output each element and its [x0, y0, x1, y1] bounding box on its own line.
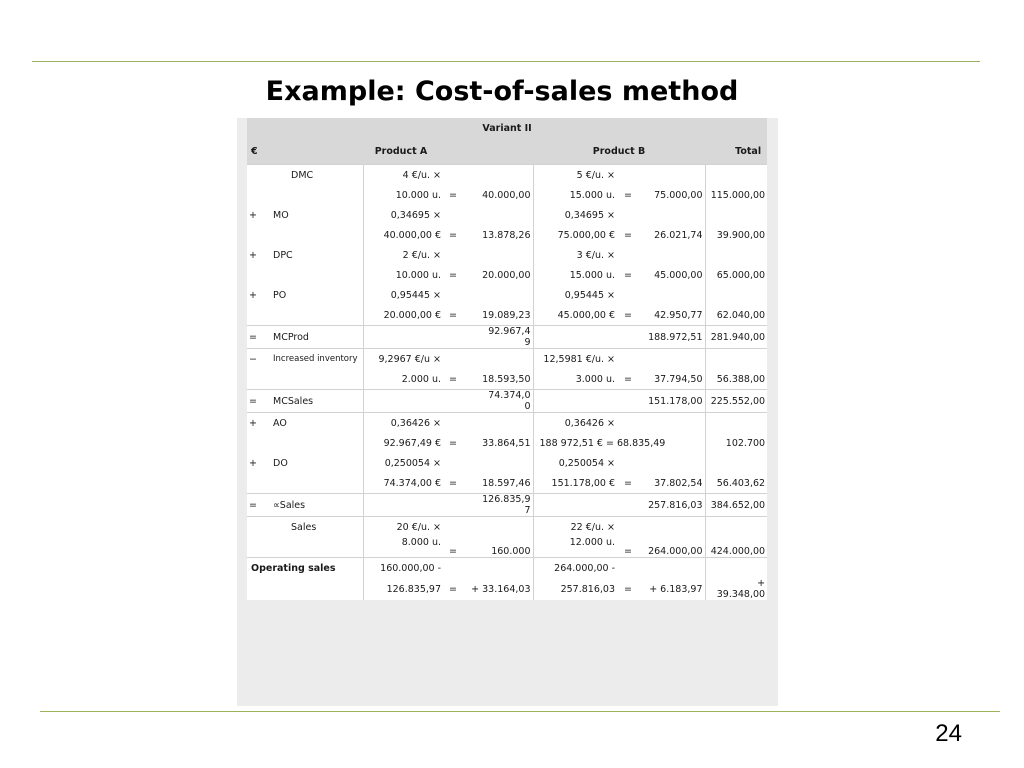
b-rate: 3 €/u. ×	[533, 245, 617, 265]
column-header-row	[247, 138, 767, 165]
row-total: 424.000,00	[705, 537, 767, 558]
row-label: DMC	[269, 165, 363, 186]
a-rate: 4 €/u. ×	[363, 165, 443, 186]
row-sign: +	[249, 457, 257, 469]
a-rate: 160.000,00 -	[363, 558, 443, 579]
total-header: Total	[705, 138, 767, 165]
b-value: 151.178,00	[639, 390, 705, 413]
a-equals: =	[449, 477, 457, 489]
a-value: 19.089,23	[482, 309, 531, 321]
row-label: PO	[273, 289, 287, 301]
a-value: 40.000,00	[482, 189, 531, 201]
row-total: 56.403,62	[705, 473, 767, 494]
table-row	[247, 265, 767, 285]
a-quantity: 20.000,00 €	[363, 305, 443, 326]
a-rate: 0,95445 ×	[363, 285, 443, 305]
b-equals: =	[624, 269, 632, 281]
a-value: 20.000,00	[482, 269, 531, 281]
b-value: 42.950,77	[654, 309, 703, 321]
row-label: MCProd	[269, 326, 363, 349]
table-row	[247, 369, 767, 390]
b-rate: 0,34695 ×	[533, 205, 617, 225]
a-value-line-2: 7	[524, 505, 531, 516]
row-sign: +	[249, 289, 257, 301]
b-rate: 0,36426 ×	[533, 413, 617, 434]
row-total: 65.000,00	[705, 265, 767, 285]
table-row	[247, 285, 767, 305]
a-value: 13.878,26	[482, 229, 531, 241]
b-quantity: 3.000 u.	[533, 369, 617, 390]
a-equals: =	[449, 373, 457, 385]
table-row	[247, 578, 767, 600]
row-sign: +	[249, 249, 257, 261]
a-value-line-1: 92.967,4	[488, 326, 531, 337]
b-value: 37.794,50	[654, 373, 703, 385]
b-rate: 0,95445 ×	[533, 285, 617, 305]
a-equals: =	[449, 189, 457, 201]
row-sign	[247, 165, 269, 186]
b-value: 264.000,00	[648, 546, 703, 557]
a-equals: =	[449, 269, 457, 281]
b-quantity: 15.000 u.	[533, 265, 617, 285]
row-sign: =	[247, 494, 269, 517]
b-quantity: 45.000,00 €	[533, 305, 617, 326]
row-total-line-1: +	[757, 578, 766, 589]
a-quantity: 10.000 u.	[363, 265, 443, 285]
table-row	[247, 390, 767, 413]
b-rate: 22 €/u. ×	[533, 517, 617, 538]
a-value-line-2: 0	[524, 401, 531, 412]
page-number: 24	[935, 720, 962, 747]
row-sign: +	[247, 413, 269, 434]
slide-title: Example: Cost-of-sales method	[265, 76, 739, 107]
table-panel	[237, 118, 778, 706]
b-value: 37.802,54	[654, 477, 703, 489]
row-sign: +	[249, 209, 257, 221]
product-b-header: Product B	[533, 138, 705, 165]
row-total	[705, 578, 767, 600]
table-row	[247, 245, 767, 265]
a-equals: =	[449, 437, 457, 449]
a-value: + 33.164,03	[471, 583, 531, 595]
b-equals: =	[624, 309, 632, 321]
a-rate: 2 €/u. ×	[363, 245, 443, 265]
b-rate: 264.000,00 -	[533, 558, 617, 579]
row-sign: =	[247, 326, 269, 349]
a-quantity: 126.835,97	[363, 578, 443, 600]
b-value: 188.972,51	[639, 326, 705, 349]
row-label: MO	[273, 209, 289, 221]
a-value: 33.864,51	[482, 437, 531, 449]
a-quantity: 40.000,00 €	[363, 225, 443, 245]
a-value-line-2: 9	[524, 337, 531, 348]
table-row	[247, 433, 767, 453]
cost-of-sales-table	[247, 118, 767, 600]
b-quantity: 75.000,00 €	[533, 225, 617, 245]
b-equals: =	[624, 477, 632, 489]
row-total: 115.000,00	[705, 185, 767, 205]
b-calculation: 188 972,51 € = 68.835,49	[533, 433, 705, 453]
a-value: 18.593,50	[482, 373, 531, 385]
table-row	[247, 517, 767, 538]
row-total-line-2: 39.348,00	[716, 589, 766, 600]
a-rate: 9,2967 €/u ×	[363, 349, 443, 370]
row-label: Sales	[269, 517, 363, 538]
a-value	[463, 390, 533, 413]
row-total: 281.940,00	[705, 326, 767, 349]
table-row	[247, 225, 767, 245]
row-total: 102.700	[705, 433, 767, 453]
row-sign: −	[247, 349, 269, 370]
table-row	[247, 494, 767, 517]
a-quantity: 10.000 u.	[363, 185, 443, 205]
b-value: 45.000,00	[654, 269, 703, 281]
a-value-line-1: 126.835,9	[482, 494, 531, 505]
table-row	[247, 205, 767, 225]
b-value: + 6.183,97	[649, 583, 703, 595]
a-rate: 0,250054 ×	[363, 453, 443, 473]
table-row	[247, 453, 767, 473]
b-quantity: 151.178,00 €	[533, 473, 617, 494]
b-equals: =	[624, 546, 632, 557]
b-quantity: 12.000 u.	[533, 537, 617, 558]
table-row	[247, 305, 767, 326]
row-sign	[247, 517, 269, 538]
table-row	[247, 185, 767, 205]
b-value: 26.021,74	[654, 229, 703, 241]
row-label: ∝Sales	[269, 494, 363, 517]
a-rate: 0,36426 ×	[363, 413, 443, 434]
a-rate: 20 €/u. ×	[363, 517, 443, 538]
a-quantity: 8.000 u.	[363, 537, 443, 558]
b-quantity: 15.000 u.	[533, 185, 617, 205]
top-divider	[32, 61, 980, 62]
table-row	[247, 473, 767, 494]
a-value: 160.000	[491, 546, 531, 557]
a-quantity: 74.374,00 €	[363, 473, 443, 494]
row-label: MCSales	[269, 390, 363, 413]
variant-header-row	[247, 118, 767, 138]
a-value	[463, 326, 533, 349]
row-label: Increased inventory	[269, 349, 363, 370]
row-label: AO	[269, 413, 363, 434]
a-equals: =	[449, 546, 457, 557]
a-value	[463, 494, 533, 517]
row-sign: =	[247, 390, 269, 413]
table-row	[247, 558, 767, 579]
a-quantity: 92.967,49 €	[363, 433, 443, 453]
row-total: 225.552,00	[705, 390, 767, 413]
a-rate: 0,34695 ×	[363, 205, 443, 225]
table-row	[247, 413, 767, 434]
variant-label: Variant II	[247, 118, 767, 138]
a-value: 18.597,46	[482, 477, 531, 489]
row-total: 56.388,00	[705, 369, 767, 390]
row-total: 39.900,00	[705, 225, 767, 245]
b-rate: 12,5981 €/u. ×	[533, 349, 617, 370]
row-label: DO	[273, 457, 288, 469]
currency-header: €	[247, 138, 269, 165]
table-row	[247, 165, 767, 186]
b-equals: =	[624, 229, 632, 241]
b-rate: 5 €/u. ×	[533, 165, 617, 186]
row-label: DPC	[273, 249, 293, 261]
row-total: 62.040,00	[705, 305, 767, 326]
row-label: Operating sales	[247, 558, 363, 579]
a-quantity: 2.000 u.	[363, 369, 443, 390]
row-total: 384.652,00	[705, 494, 767, 517]
b-equals: =	[624, 189, 632, 201]
table-row	[247, 537, 767, 558]
a-equals: =	[449, 229, 457, 241]
b-equals: =	[624, 583, 632, 595]
a-equals: =	[449, 583, 457, 595]
b-value: 75.000,00	[654, 189, 703, 201]
table-row	[247, 326, 767, 349]
a-equals: =	[449, 309, 457, 321]
table-row	[247, 349, 767, 370]
bottom-divider	[40, 711, 1000, 712]
product-a-header: Product A	[269, 138, 533, 165]
b-value: 257.816,03	[639, 494, 705, 517]
b-rate: 0,250054 ×	[533, 453, 617, 473]
b-equals: =	[624, 373, 632, 385]
a-value-line-1: 74.374,0	[488, 390, 531, 401]
b-quantity: 257.816,03	[533, 578, 617, 600]
